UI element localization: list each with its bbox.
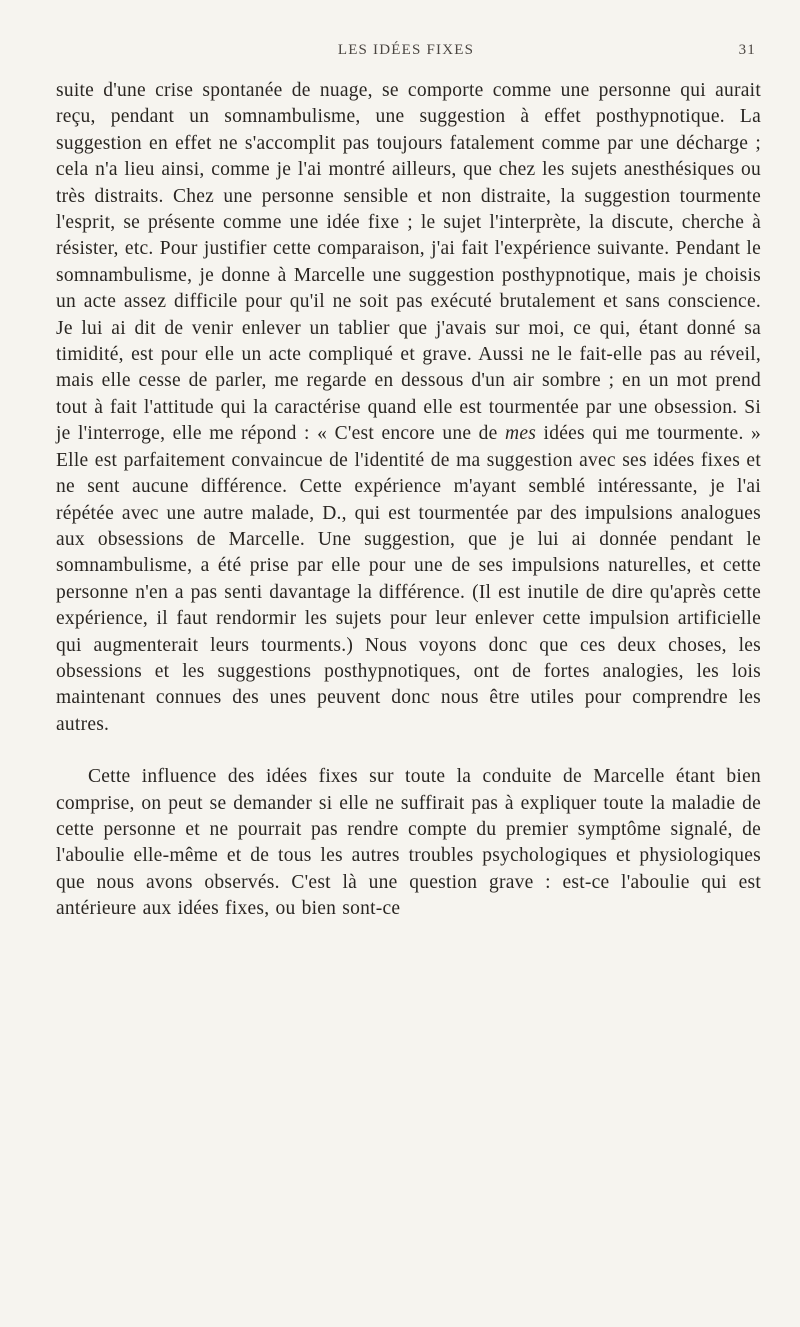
paragraph-1-emphasis: mes — [505, 423, 537, 445]
page-number: 31 — [738, 42, 756, 58]
paragraph-1-text-after: idées qui me tourmente. » Elle est parfaitement convaincue de l'identité de ma suggestion avec ses idées fixes et ne sent aucune différence. Cette expérience m'ayant semblé intéressante, je l'ai répétée avec une autre malade, D., qui est tourmentée par des impulsions analogues aux obsessions de Marcelle. Une suggestion, que je lui ai donnée pendant le somnambulisme, a été prise par elle pour une de ses impulsions naturelles, et cette personne n'en a pas senti davantage la différence. (Il est inutile de dire qu'après cette expérience, il faut rendormir les sujets pour leur enlever cette impulsion artificielle qui augmenterait leurs tourments.) Nous voyons donc que ces deux choses, les obsessions et les suggestions posthypnotiques, ont de fortes analogies, les lois maintenant connues des unes peuvent donc nous être utiles pour comprendre les autres. — [56, 423, 761, 735]
paragraph-1 — [56, 78, 761, 738]
paragraph-1-text-before: suite d'une crise spontanée de nuage, se comporte comme une personne qui aurait reçu, pendant un somnambulisme, une suggestion à effet posthypnotique. La suggestion en effet ne s'accomplit pas toujours fatalement comme par une décharge ; cela n'a lieu ainsi, comme je l'ai montré ailleurs, que chez les sujets anesthésiques ou très distraits. Chez une personne sensible et non distraite, la suggestion tourmente l'esprit, se présente comme une idée fixe ; le sujet l'interprète, la discute, cherche à résister, etc. Pour justifier cette comparaison, j'ai fait l'expérience suivante. Pendant le somnambulisme, je donne à Marcelle une suggestion posthypnotique, mais je choisis un acte assez difficile pour qu'il ne soit pas exécuté brutalement et sans conscience. Je lui ai dit de venir enlever un tablier que j'avais sur moi, ce qui, étant donné sa timidité, est pour elle un acte compliqué et grave. Aussi ne le fait-elle pas au réveil, mais elle cesse de parler, me regarde en dessous d'un air sombre ; en un mot prend tout à fait l'attitude qui la caractérise quand elle est tourmentée par une obsession. Si je l'interroge, elle me répond : « C'est encore une de — [56, 80, 761, 445]
running-head — [56, 42, 756, 64]
paragraph-2: Cette influence des idées fixes sur toute la conduite de Marcelle étant bien comprise, on peut se demander si elle ne suffirait pas à expliquer toute la maladie de cette personne et ne pourrait pas rendre compte du premier symptôme signalé, de l'aboulie elle-même et de tous les autres troubles psychologiques et physiologiques que nous avons observés. C'est là une question grave : est-ce l'aboulie qui est antérieure aux idées fixes, ou bien sont-ce — [56, 766, 761, 920]
running-title: LES IDÉES FIXES — [337, 42, 475, 58]
body-text — [56, 78, 761, 923]
